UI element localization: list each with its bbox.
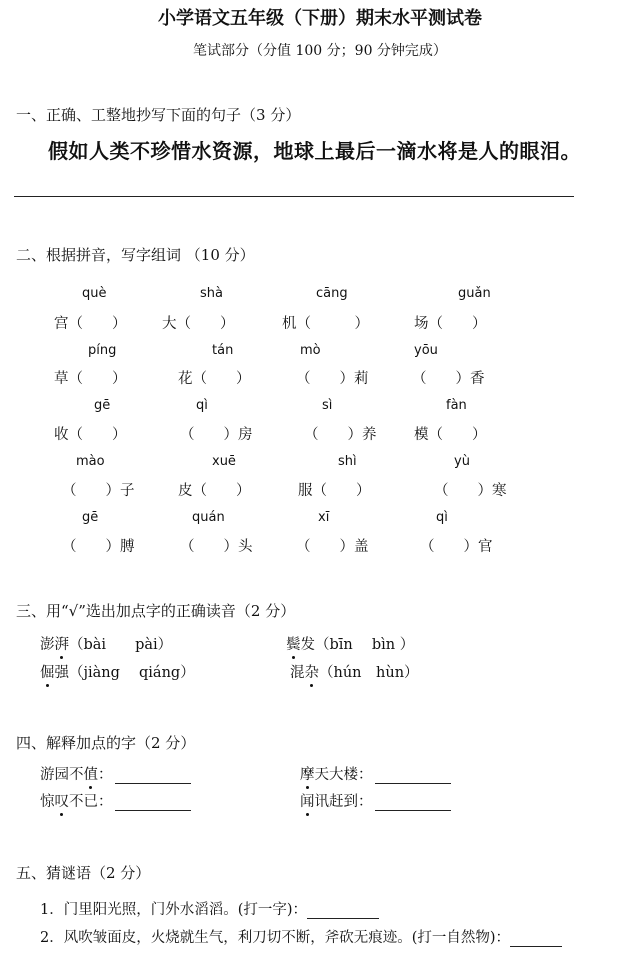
answer-blank[interactable] [307,904,379,919]
pinyin: mào [76,454,105,469]
answer-blank[interactable] [115,796,191,811]
word-blank[interactable]: （ ）莉 [296,371,369,387]
pinyin: shà [200,286,223,301]
explain-item [300,763,451,784]
word-blank[interactable]: 草（ ） [54,371,127,387]
explain-item [40,790,191,811]
pinyin: tán [212,343,234,358]
word-blank[interactable]: 花（ ） [178,371,251,387]
pinyin: gē [94,398,111,413]
word-blank[interactable]: （ ）膊 [62,539,135,555]
pinyin: xuē [212,454,236,469]
label: 不已： [69,794,113,810]
pinyin: xī [318,510,330,525]
pinyin-choices: 强（jiàng qiáng） [54,665,195,681]
dotted-char: 叹 [54,794,69,810]
section-3-heading: 三、用“√”选出加点字的正确读音（2 分） [16,602,296,620]
char: 澎 [40,637,55,653]
section-5-heading: 五、猜谜语（2 分） [16,864,151,882]
word-blank[interactable]: 宫（ ） [54,316,127,332]
riddle-item [40,898,379,919]
pinyin: quán [192,510,225,525]
pinyin: què [82,286,107,301]
word-blank[interactable]: （ ）头 [180,539,253,555]
word-blank[interactable]: 机（ ） [282,316,369,332]
word-blank[interactable]: （ ）子 [62,483,135,499]
page-title: 小学语文五年级（下册）期末水平测试卷 [158,8,482,29]
pinyin: fàn [446,398,467,413]
copy-sentence: 假如人类不珍惜水资源，地球上最后一滴水将是人的眼泪。 [48,139,581,163]
pinyin: yù [454,454,470,469]
section-1-heading: 一、正确、工整地抄写下面的句子（3 分） [16,106,301,124]
section-4-heading: 四、解释加点的字（2 分） [16,734,196,752]
word-blank[interactable]: （ ）官 [420,539,493,555]
word-blank[interactable]: 场（ ） [414,316,487,332]
char: 混 [290,665,305,681]
answer-blank[interactable] [375,796,451,811]
section-2-heading: 二、根据拼音，写字组词 （10 分） [16,246,255,264]
pinyin-choices: （hún hùn） [319,665,419,681]
word-blank[interactable]: （ ）养 [304,427,377,443]
riddle-text: 2．风吹皱面皮，火烧就生气，利刀切不断，斧砍无痕迹。(打一自然物)： [40,930,511,946]
dotted-char: 闻 [300,794,315,810]
char: 惊 [40,794,55,810]
label: 天大楼： [314,767,373,783]
word-blank[interactable]: 服（ ） [298,483,371,499]
answer-blank[interactable] [375,769,451,784]
pinyin: sì [322,398,333,413]
reading-option[interactable] [290,661,419,682]
pinyin: shì [338,454,357,469]
label: ： [98,767,113,783]
pinyin: qì [436,510,448,525]
dotted-char: 鬓 [286,637,301,653]
reading-option[interactable] [40,661,195,682]
pinyin: guǎn [458,286,491,301]
label: 讯赶到： [314,794,373,810]
riddle-text: 1．门里阳光照，门外水滔滔。(打一字)： [40,902,308,918]
pinyin: gē [82,510,99,525]
word-blank[interactable]: （ ）盖 [296,539,369,555]
dotted-char: 倔 [40,665,55,681]
pinyin: mò [300,343,321,358]
pinyin-choices: （bài pài） [69,637,173,653]
word-blank[interactable]: 模（ ） [414,427,487,443]
dotted-char: 湃 [54,637,69,653]
pinyin: qì [196,398,208,413]
dotted-char: 摩 [300,767,315,783]
word-blank[interactable]: （ ）寒 [434,483,507,499]
pinyin: cāng [316,286,348,301]
word-blank[interactable]: （ ）香 [412,371,485,387]
pinyin-choices: 发（bīn bìn ） [300,637,415,653]
explain-item [40,763,191,784]
reading-option[interactable] [40,633,172,654]
answer-blank[interactable] [115,769,191,784]
word-blank[interactable]: 收（ ） [54,427,127,443]
word-blank[interactable]: （ ）房 [180,427,253,443]
dotted-char: 值 [83,767,98,783]
pinyin: yōu [414,343,438,358]
char: 游园不 [40,767,84,783]
word-blank[interactable]: 皮（ ） [178,483,251,499]
writing-line[interactable] [14,196,574,197]
answer-blank[interactable] [510,932,562,947]
pinyin: píng [88,343,117,358]
explain-item [300,790,451,811]
riddle-item [40,926,562,947]
reading-option[interactable] [286,633,414,654]
dotted-char: 杂 [304,665,319,681]
word-blank[interactable]: 大（ ） [162,316,235,332]
page-subtitle: 笔试部分（分值 100 分；90 分钟完成） [193,43,447,59]
